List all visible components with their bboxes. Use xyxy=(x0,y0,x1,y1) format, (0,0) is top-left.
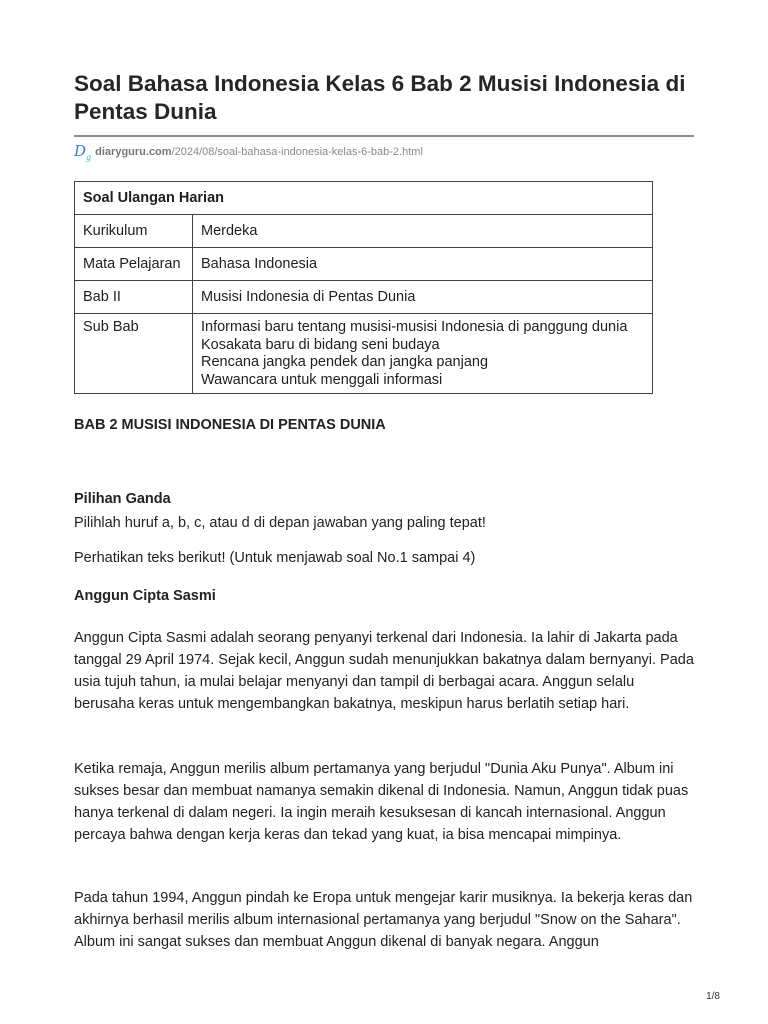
row-value: Musisi Indonesia di Pentas Dunia xyxy=(193,281,653,314)
row-value: Merdeka xyxy=(193,215,653,248)
article-paragraph: Pada tahun 1994, Anggun pindah ke Eropa untuk mengejar karir musiknya. Ia bekerja keras dan akhirnya berhasil merilis album internasional pertamanya yang berjudul "Snow on the Sahara". Album ini sangat sukses dan membuat Anggun dikenal di banyak negara. Anggun xyxy=(74,890,693,950)
row-label: Sub Bab xyxy=(75,314,193,394)
article-paragraph: Ketika remaja, Anggun merilis album pertamanya yang berjudul "Dunia Aku Punya". Album ini sukses besar dan membuat namanya semakin dikenal di Indonesia. Namun, Anggun tidak puas hanya terkenal di dalam negeri. Ia ingin meraih kesuksesan di kancah internasional. Anggun percaya bahwa dengan kerja keras dan tekad yang kuat, ia bisa mencapai mimpinya. xyxy=(74,761,689,843)
row-label: Kurikulum xyxy=(75,215,193,248)
note-text: Perhatikan teks berikut! (Untuk menjawab soal No.1 sampai 4) xyxy=(74,550,476,566)
table-row-sub-bab xyxy=(75,314,653,394)
diaryguru-logo-icon: $D_g$ xyxy=(74,142,92,162)
title-divider xyxy=(74,135,694,137)
source-path[interactable]: /2024/08/soal-bahasa-indonesia-kelas-6-bab-2.html xyxy=(171,146,423,158)
article-paragraph: Anggun Cipta Sasmi adalah seorang penyanyi terkenal dari Indonesia. Ia lahir di Jakarta pada tanggal 29 April 1974. Sejak kecil, Anggun sudah menunjukkan bakatnya dalam bernyanyi. Pada usia tujuh tahun, ia mulai belajar menyanyi dan tampil di berbagai acara. Anggun selalu berusaha keras untuk mengembangkan bakatnya, meskipun harus berlatih setiap hari. xyxy=(74,630,694,712)
source-domain[interactable]: diaryguru.com xyxy=(95,146,172,158)
source-line xyxy=(74,142,423,162)
sub-bab-item: Rencana jangka pendek dan jangka panjang xyxy=(201,354,489,370)
pilihan-ganda-heading: Pilihan Ganda xyxy=(74,491,171,507)
row-label: Bab II xyxy=(75,281,193,314)
row-value: Bahasa Indonesia xyxy=(193,248,653,281)
table-header-row xyxy=(75,182,653,215)
sub-bab-item: Informasi baru tentang musisi-musisi Indonesia di panggung dunia xyxy=(201,319,628,335)
table-row xyxy=(75,248,653,281)
info-table xyxy=(74,181,653,394)
table-header: Soal Ulangan Harian xyxy=(75,182,653,215)
article-title: Anggun Cipta Sasmi xyxy=(74,588,216,604)
sub-bab-item: Wawancara untuk menggali informasi xyxy=(201,371,443,388)
instruction-text: Pilihlah huruf a, b, c, atau d di depan jawaban yang paling tepat! xyxy=(74,515,486,531)
page-number: 1/8 xyxy=(706,991,720,1002)
section-heading: BAB 2 MUSISI INDONESIA DI PENTAS DUNIA xyxy=(74,417,386,433)
sub-bab-item: Kosakata baru di bidang seni budaya xyxy=(201,336,440,353)
sub-bab-list xyxy=(193,314,653,394)
table-row xyxy=(75,281,653,314)
page-title: Soal Bahasa Indonesia Kelas 6 Bab 2 Musisi Indonesia di Pentas Dunia xyxy=(74,71,686,124)
row-label: Mata Pelajaran xyxy=(75,248,193,281)
table-row xyxy=(75,215,653,248)
